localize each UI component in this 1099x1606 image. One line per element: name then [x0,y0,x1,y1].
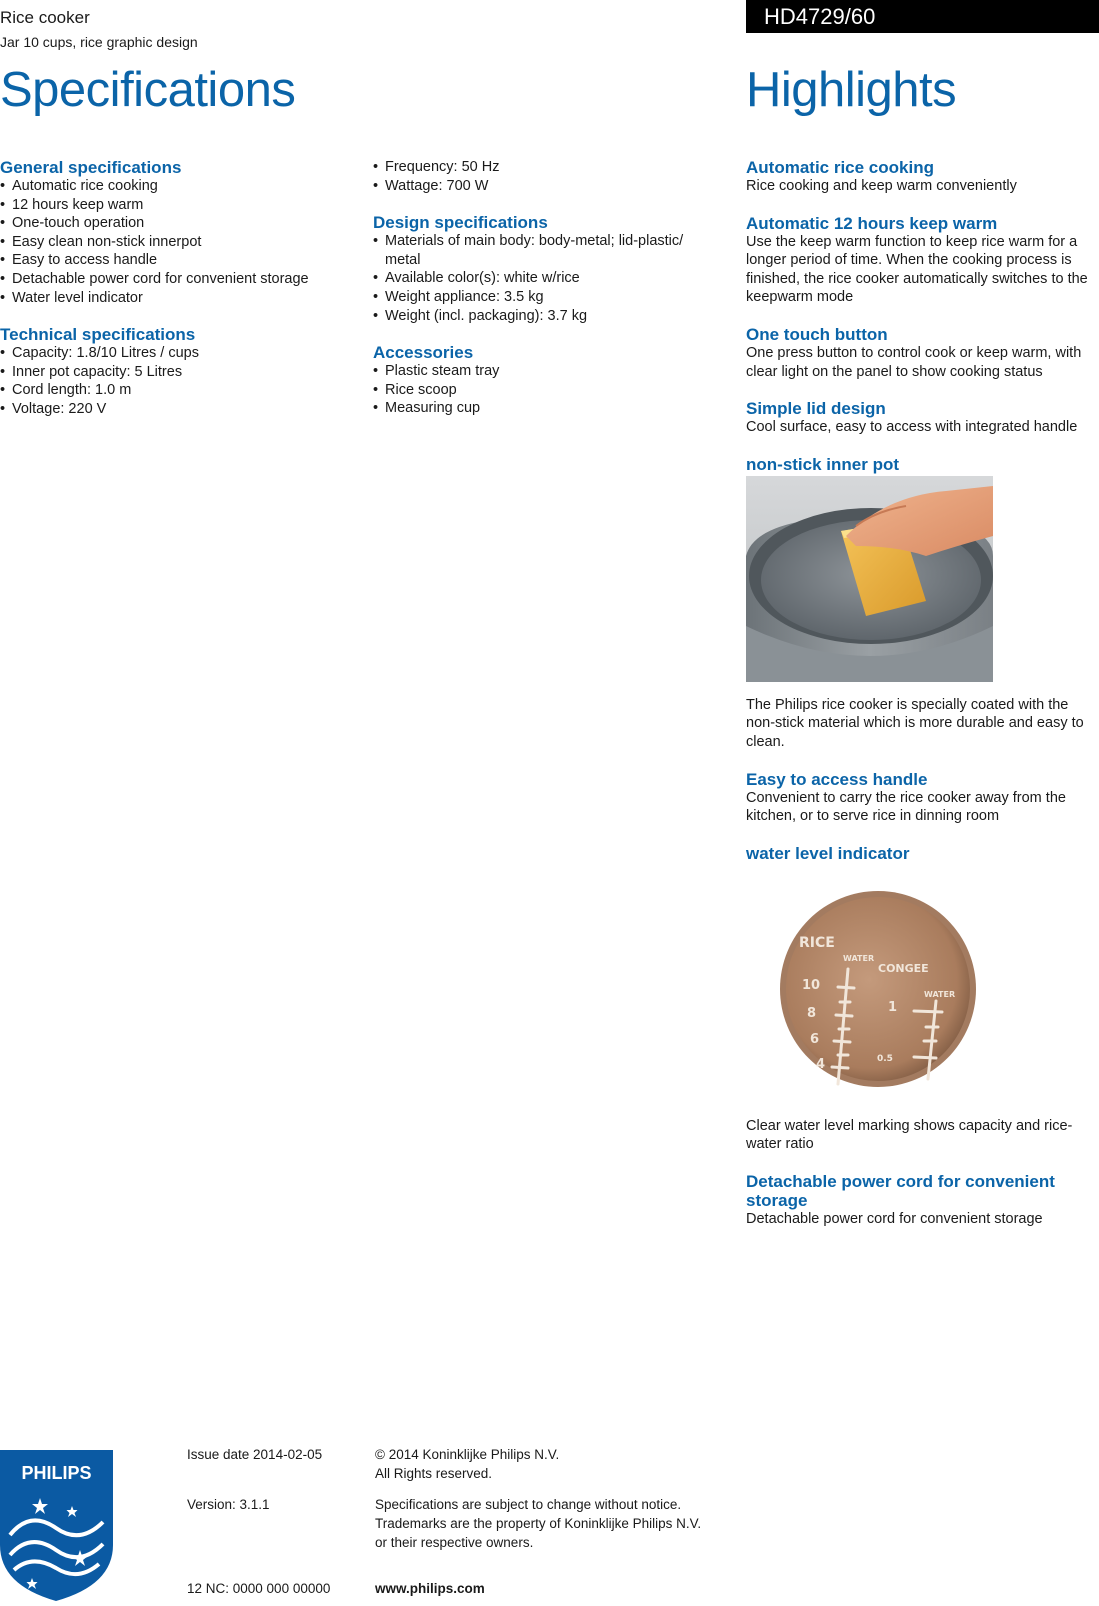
label-rice: RICE [799,934,835,951]
water-level-photo [746,869,993,1107]
disclaimer-line-1: Specifications are subject to change without notice. [375,1497,682,1512]
spec-item: • Detachable power cord for convenient storage [0,270,355,289]
general-specs-list [0,177,355,307]
spec-item: • Weight (incl. packaging): 3.7 kg [373,307,718,326]
highlight-item [746,325,1099,381]
spec-item: • Capacity: 1.8/10 Litres / cups [0,344,355,363]
philips-logo-text: PHILIPS [21,1463,92,1483]
nc-number: 12 NC: 0000 000 00000 [187,1581,331,1596]
specs-column-left [0,158,355,437]
highlight-text: Clear water level marking shows capacity and rice-water ratio [746,1117,1073,1153]
specifications-heading: Specifications [0,63,296,117]
disclaimer-line-2: Trademarks are the property of Koninklijke Philips N.V. [375,1516,702,1531]
spec-item: • One-touch operation [0,214,355,233]
highlight-text: One press button to control cook or keep warm, with clear light on the panel to show cooking status [746,344,1082,380]
label-water-right: WATER [924,989,956,999]
spec-item: • Measuring cup [373,399,718,418]
spec-item: • Easy to access handle [0,251,355,270]
highlight-item [746,844,1099,1154]
mark-6: 6 [810,1031,820,1047]
highlight-item [746,1172,1099,1229]
highlight-text: The Philips rice cooker is specially coated with the non-stick material which is more durable and easy to clean. [746,696,1084,750]
design-specs-heading: Design specifications [373,213,548,233]
pot-illustration [746,476,993,682]
model-number-bar: HD4729/60 [746,0,1099,33]
mark-4: 4 [816,1056,826,1072]
label-congee: CONGEE [878,961,929,975]
highlight-item [746,158,1099,196]
spec-item: • Frequency: 50 Hz [373,158,718,177]
spec-item: • Voltage: 220 V [0,400,355,419]
highlight-text: Convenient to carry the rice cooker away from the kitchen, or to serve rice in dinning room [746,789,1066,825]
spec-item: • Wattage: 700 W [373,177,718,196]
accessories-list [373,362,718,418]
highlight-title: Easy to access handle [746,769,928,789]
mark-0-5: 0.5 [877,1053,893,1064]
spec-item: • Rice scoop [373,381,718,400]
website-link[interactable]: www.philips.com [375,1581,485,1596]
spec-item: • Plastic steam tray [373,362,718,381]
specs-column-middle [373,158,718,436]
highlight-item [746,399,1099,437]
spec-item: • Cord length: 1.0 m [0,381,355,400]
spec-item: • Available color(s): white w/rice [373,269,718,288]
issue-date: Issue date 2014-02-05 [187,1447,323,1462]
water-level-illustration [746,869,993,1107]
technical-specs-list-cont [373,158,718,195]
non-stick-pot-photo [746,476,993,682]
general-specs-heading: General specifications [0,158,182,177]
highlight-text: Detachable power cord for convenient storage [746,1210,1043,1227]
highlight-title: Detachable power cord for convenient storage [746,1171,1055,1210]
highlight-title: One touch button [746,324,888,344]
highlight-text: Cool surface, easy to access with integrated handle [746,419,1078,436]
spec-item: • Automatic rice cooking [0,177,355,196]
highlight-item [746,770,1099,826]
highlight-title: water level indicator [746,843,910,863]
accessories-heading: Accessories [373,343,474,363]
disclaimer-line-3: or their respective owners. [375,1535,534,1550]
mark-8: 8 [807,1005,817,1021]
highlight-title: Simple lid design [746,399,886,419]
highlight-item [746,214,1099,307]
philips-logo [0,1450,113,1601]
spec-item: • Weight appliance: 3.5 kg [373,288,718,307]
spec-item: • Easy clean non-stick innerpot [0,233,355,252]
version: Version: 3.1.1 [187,1497,270,1512]
technical-specs-list [0,344,355,418]
design-specs-list [373,232,718,325]
rights-reserved: All Rights reserved. [375,1466,493,1481]
label-water-left: WATER [843,953,875,963]
copyright: © 2014 Koninklijke Philips N.V. [375,1447,560,1462]
highlight-title: Automatic 12 hours keep warm [746,213,998,233]
highlight-title: Automatic rice cooking [746,158,934,177]
spec-item: • Water level indicator [0,289,355,308]
mark-10: 10 [802,977,821,993]
spec-item: • Materials of main body: body-metal; lid-plastic/ metal [373,232,718,269]
highlight-text: Rice cooking and keep warm conveniently [746,178,1017,194]
mark-1: 1 [888,999,898,1015]
product-title: Rice cooker [0,8,90,27]
technical-specs-heading: Technical specifications [0,325,196,345]
highlights-heading: Highlights [746,63,957,117]
spec-item: • 12 hours keep warm [0,196,355,215]
spec-item: • Inner pot capacity: 5 Litres [0,363,355,382]
highlight-item [746,455,1099,752]
highlight-title: non-stick inner pot [746,454,899,474]
highlight-text: Use the keep warm function to keep rice warm for a longer period of time. When the cooking process is finished, the rice cooker automatically switches to the keepwarm mode [746,233,1088,306]
highlights-column [746,158,1099,1247]
product-subtitle: Jar 10 cups, rice graphic design [0,34,198,50]
